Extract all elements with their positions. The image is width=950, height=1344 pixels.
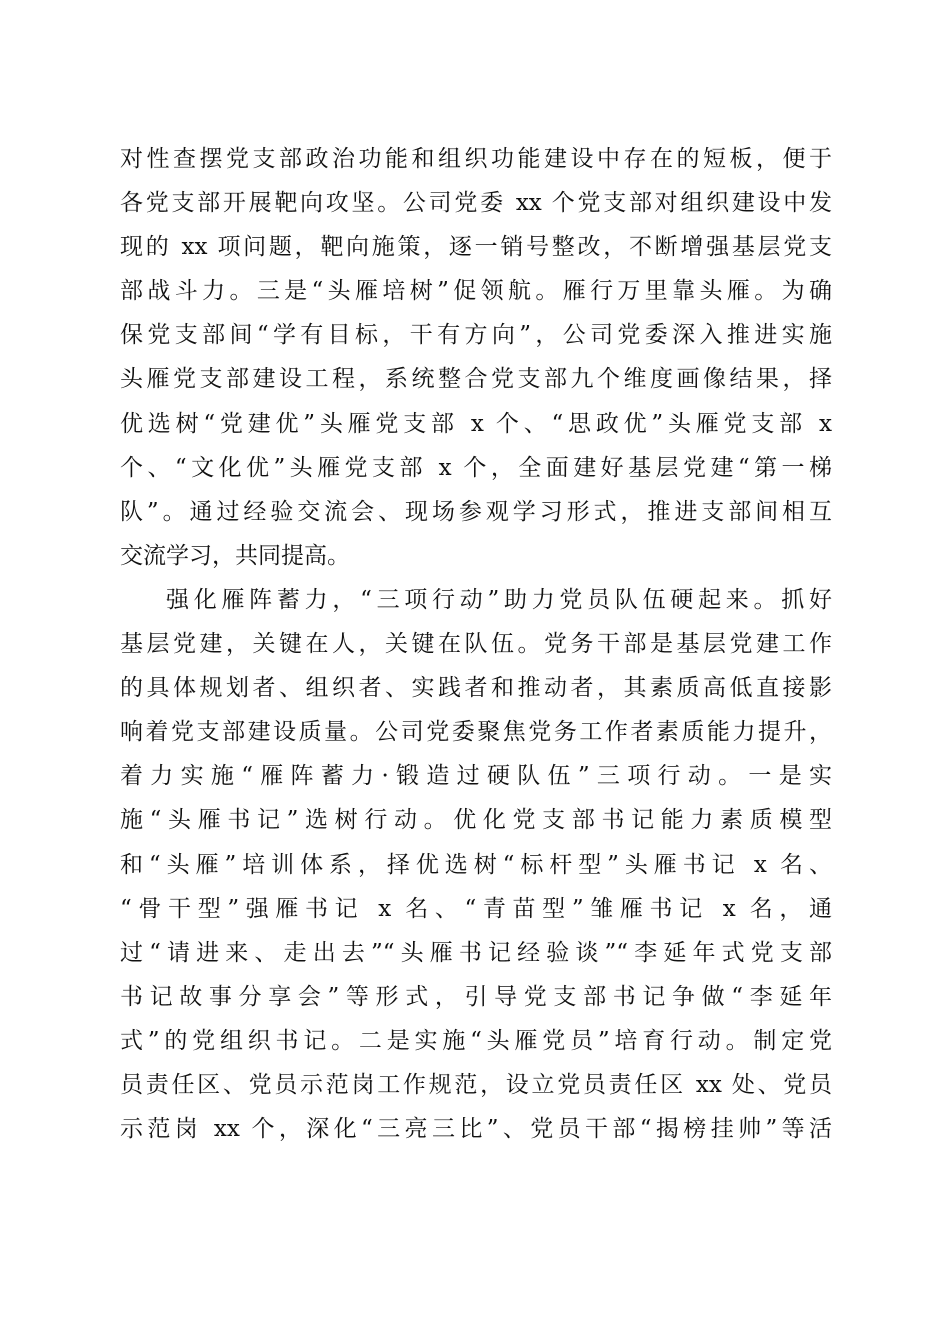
text-line: 响着党支部建设质量。公司党委聚焦党务工作者素质能力提升， (120, 719, 832, 746)
text-line: 优选树“党建优”头雁党支部 x 个、“思政优”头雁党支部 x (120, 410, 832, 437)
text-line: 书记故事分享会”等形式，引导党支部书记争做“李延年 (120, 983, 832, 1010)
text-line: 施“头雁书记”选树行动。优化党支部书记能力素质模型 (120, 807, 832, 834)
text-line: 过“请进来、走出去”“头雁书记经验谈”“李延年式党支部 (120, 939, 832, 966)
text-line: 式”的党组织书记。二是实施“头雁党员”培育行动。制定党 (120, 1027, 832, 1054)
text-line: 队”。通过经验交流会、现场参观学习形式，推进支部间相互 (120, 498, 832, 525)
text-line: 个、“文化优”头雁党支部 x 个，全面建好基层党建“第一梯 (120, 454, 832, 481)
document-body (120, 137, 832, 1151)
text-line: 头雁党支部建设工程，系统整合党支部九个维度画像结果，择 (120, 366, 832, 393)
text-line: 各党支部开展靶向攻坚。公司党委 xx 个党支部对组织建设中发 (120, 190, 832, 217)
text-line: 和“头雁”培训体系，择优选树“标杆型”头雁书记 x 名、 (120, 851, 832, 878)
text-line: 基层党建，关键在人，关键在队伍。党务干部是基层党建工作 (120, 631, 832, 658)
text-line: 员责任区、党员示范岗工作规范，设立党员责任区 xx 处、党员 (120, 1071, 832, 1098)
text-line: 着力实施“雁阵蓄力·锻造过硬队伍”三项行动。一是实 (120, 763, 832, 790)
text-line: 现的 xx 项问题，靶向施策，逐一销号整改，不断增强基层党支 (120, 234, 832, 261)
text-line: 示范岗 xx 个，深化“三亮三比”、党员干部“揭榜挂帅”等活 (120, 1116, 832, 1143)
text-line: 部战斗力。三是“头雁培树”促领航。雁行万里靠头雁。为确 (120, 278, 832, 305)
text-line: 对性查摆党支部政治功能和组织功能建设中存在的短板，便于 (120, 146, 832, 172)
text-line: 的具体规划者、组织者、实践者和推动者，其素质高低直接影 (120, 675, 832, 702)
text-line: 保党支部间“学有目标，干有方向”，公司党委深入推进实施 (120, 322, 832, 349)
paragraph-heading-line: 强化雁阵蓄力，“三项行动”助力党员队伍硬起来。抓好 (166, 586, 832, 613)
text-line: 交流学习，共同提高。 (120, 542, 350, 569)
text-line: “骨干型”强雁书记 x 名、“青苗型”雏雁书记 x 名，通 (120, 895, 832, 922)
